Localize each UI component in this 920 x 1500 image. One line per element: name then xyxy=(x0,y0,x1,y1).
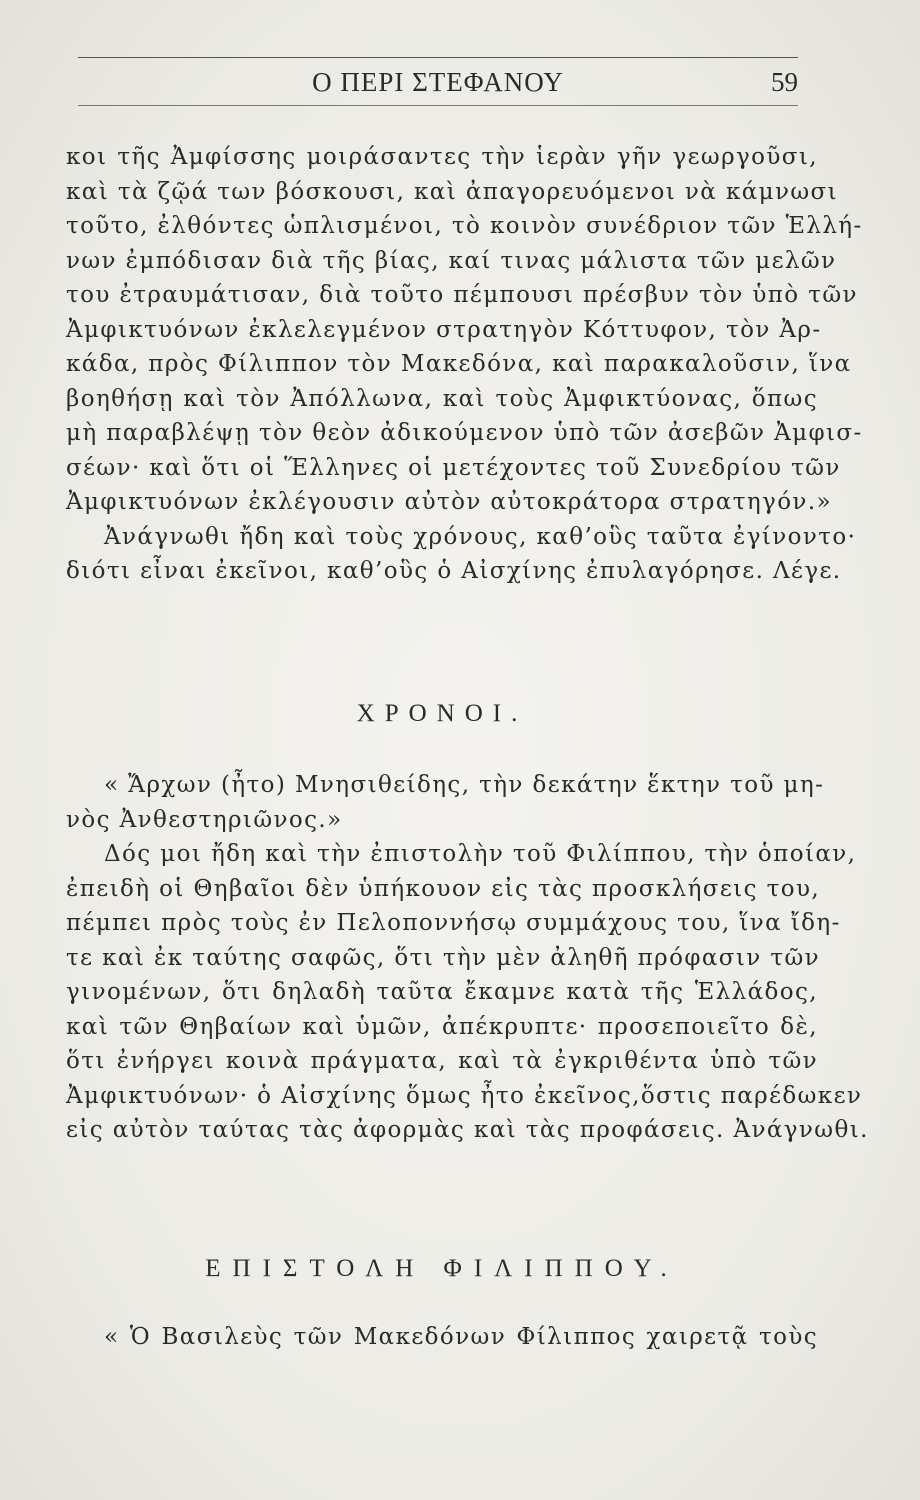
text-block-1 xyxy=(66,140,863,589)
text-line: καὶ τῶν Θηβαίων καὶ ὑμῶν, ἀπέκρυπτε· προσεποιεῖτο δὲ, xyxy=(66,1013,818,1040)
section-heading-chronoi: ΧΡΟΝΟΙ. xyxy=(356,700,528,727)
text-line: ἐπειδὴ οἱ Θηβαῖοι δὲν ὑπήκουον εἰς τὰς προσκλήσεις του, xyxy=(66,875,821,902)
text-line: γινομένων, ὅτι δηλαδὴ ταῦτα ἔκαμνε κατὰ τῆς Ἑλλάδος, xyxy=(66,979,818,1005)
page-number: 59 xyxy=(771,67,798,97)
text-line: ὅτι ἐνήργει κοινὰ πράγματα, καὶ τὰ ἐγκριθέντα ὑπὸ τῶν xyxy=(66,1048,818,1074)
text-line-indented: « Ἄρχων (ἦτο) Μνησιθείδης, τὴν δεκάτην ἕκτην τοῦ μη- xyxy=(104,772,825,798)
text-line-indented: « Ὁ Βασιλεὺς τῶν Μακεδόνων Φίλιππος χαιρετᾷ τοὺς xyxy=(104,1324,818,1350)
text-line: Ἀμφικτυόνων ἐκλέγουσιν αὐτὸν αὐτοκράτορα στρατηγόν.» xyxy=(66,489,833,515)
text-line: νὸς Ἀνθεστηριῶνος.» xyxy=(66,806,343,833)
text-line: Ἀμφικτυόνων· ὁ Αἰσχίνης ὅμως ἦτο ἐκεῖνος,ὅστις παρέδωκεν xyxy=(66,1082,863,1109)
text-line: διότι εἶναι ἐκεῖνοι, καθ’οὓς ὁ Αἰσχίνης ἐπυλαγόρησε. Λέγε. xyxy=(66,558,842,584)
header-rule-top xyxy=(78,57,798,58)
text-block-2 xyxy=(66,768,869,1148)
text-line: νων ἐμπόδισαν διὰ τῆς βίας, καί τινας μάλιστα τῶν μελῶν xyxy=(66,247,837,274)
text-line: πέμπει πρὸς τοὺς ἐν Πελοποννήσῳ συμμάχους του, ἵνα ἴδη- xyxy=(66,910,841,936)
text-line: Ἀμφικτυόνων ἐκλελεγμένον στρατηγὸν Κόττυφον, τὸν Ἀρ- xyxy=(66,316,822,343)
header-rule-bottom xyxy=(78,105,798,106)
running-title: Ο ΠΕΡΙ ΣΤΕΦΑΝΟΥ xyxy=(312,67,564,97)
text-line: τε καὶ ἐκ ταύτης σαφῶς, ὅτι τὴν μὲν ἀληθῆ πρόφασιν τῶν xyxy=(66,944,821,971)
text-line: σέων· καὶ ὅτι οἱ Ἕλληνες οἱ μετέχοντες τοῦ Συνεδρίου τῶν xyxy=(66,454,841,481)
text-line: καὶ τὰ ζῷά των βόσκουσι, καὶ ἀπαγορευόμενοι νὰ κάμνωσι xyxy=(66,178,839,205)
text-line: κάδα, πρὸς Φίλιππον τὸν Μακεδόνα, καὶ παρακαλοῦσιν, ἵνα xyxy=(66,351,852,377)
text-line-indented: Δός μοι ἤδη καὶ τὴν ἐπιστολὴν τοῦ Φιλίππου, τὴν ὁποίαν, xyxy=(104,841,857,867)
text-line: εἰς αὐτὸν ταύτας τὰς ἀφορμὰς καὶ τὰς προφάσεις. Ἀνάγνωθι. xyxy=(66,1117,869,1143)
text-line-indented: Ἀνάγνωθι ἤδη καὶ τοὺς χρόνους, καθ’οὓς ταῦτα ἐγίνοντο· xyxy=(104,523,857,550)
text-block-3 xyxy=(66,1320,818,1355)
text-line: βοηθήσῃ καὶ τὸν Ἀπόλλωνα, καὶ τοὺς Ἀμφικτύονας, ὅπως xyxy=(66,385,818,412)
text-line: μὴ παραβλέψῃ τὸν θεὸν ἀδικούμενον ὑπὸ τῶν ἀσεβῶν Ἀμφισ- xyxy=(66,420,863,446)
text-line: τοῦτο, ἐλθόντες ὡπλισμένοι, τὸ κοινὸν συνέδριον τῶν Ἑλλή- xyxy=(66,213,863,239)
text-line: κοι τῆς Ἀμφίσσης μοιράσαντες τὴν ἱερὰν γῆν γεωργοῦσι, xyxy=(66,144,818,170)
section-heading-letter: ΕΠΙΣΤΟΛΗ ΦΙΛΙΠΠΟΥ. xyxy=(205,1255,679,1282)
text-line: του ἐτραυμάτισαν, διὰ τοῦτο πέμπουσι πρέσβυν τὸν ὑπὸ τῶν xyxy=(66,282,858,308)
